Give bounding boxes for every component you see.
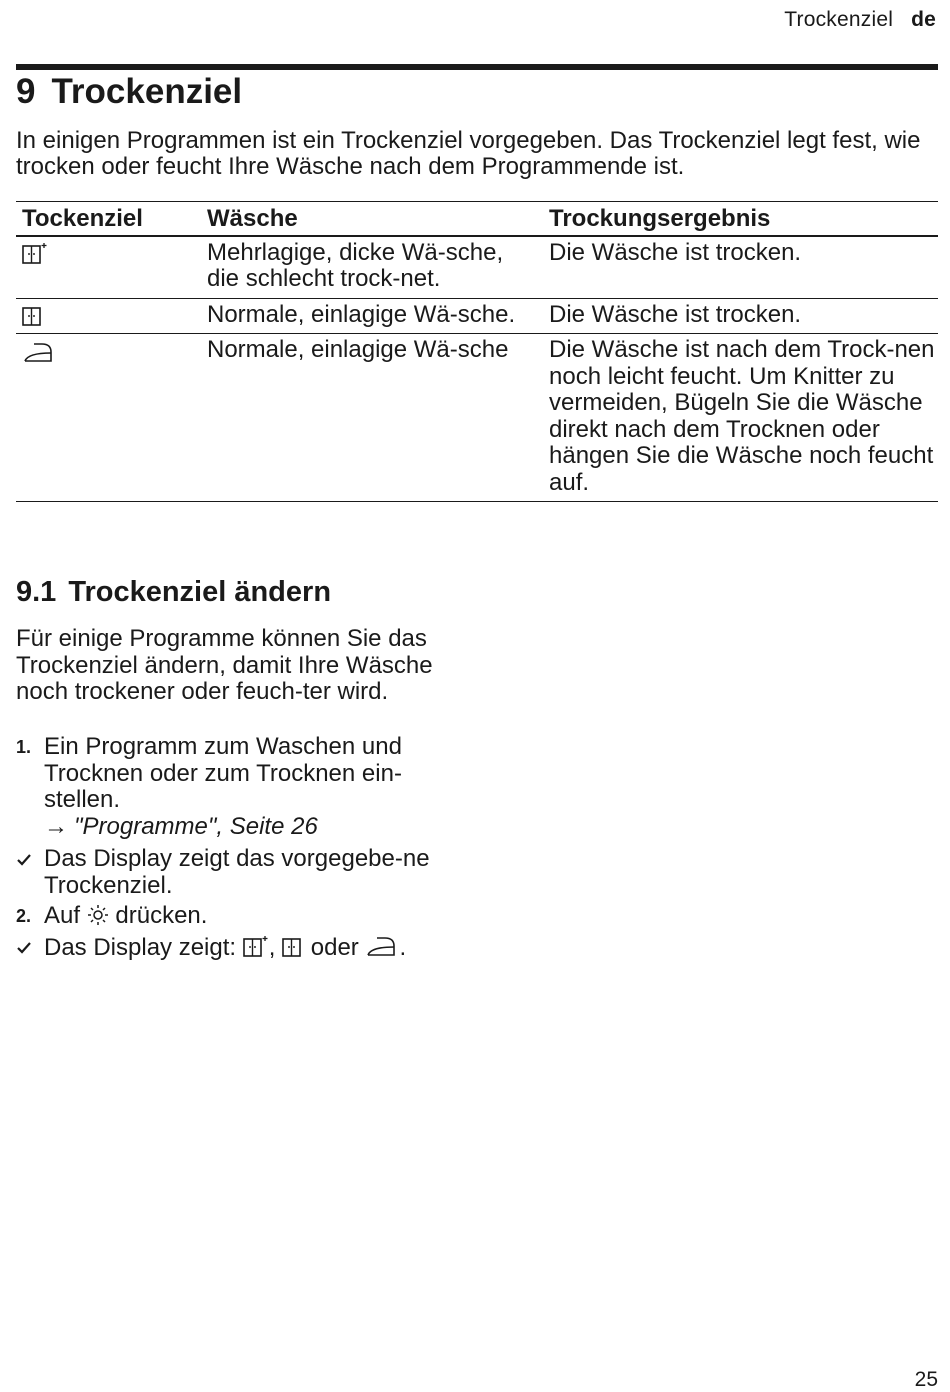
laundry-description: Normale, einlagige Wä-sche. bbox=[207, 298, 549, 334]
drying-result: Die Wäsche ist nach dem Trock-nen noch leicht feucht. Um Knitter zu vermeiden, Bügeln Sie die Wäsche direkt nach dem Trocknen oder hängen Sie die Wäsche noch feucht auf. bbox=[549, 334, 938, 502]
result-1 bbox=[16, 846, 456, 899]
result-2 bbox=[16, 934, 456, 962]
check-icon bbox=[16, 848, 32, 875]
section-title bbox=[16, 576, 331, 609]
laundry-description: Mehrlagige, dicke Wä-sche, die schlecht trock-net. bbox=[207, 236, 549, 299]
separator-or: oder bbox=[310, 933, 359, 961]
header-section-name: Trockenziel bbox=[784, 8, 894, 31]
section-body: Für einige Programme können Sie das Trockenziel ändern, damit Ihre Wäsche noch trockener oder feuch-ter wird. bbox=[16, 625, 433, 705]
instruction-steps bbox=[16, 734, 456, 965]
sentence-end: . bbox=[399, 933, 407, 961]
step-text-after: drücken. bbox=[115, 902, 208, 929]
section-title-text: Trockenziel ändern bbox=[68, 576, 332, 608]
arrow-right-icon: → bbox=[44, 812, 68, 840]
step-marker: 1. bbox=[16, 737, 32, 757]
chapter-title bbox=[16, 72, 242, 112]
laundry-description: Normale, einlagige Wä-sche bbox=[207, 334, 549, 502]
step-text: Ein Programm zum Waschen und Trocknen oder zum Trocknen ein-stellen. bbox=[44, 733, 402, 813]
iron-dry-icon bbox=[365, 934, 399, 958]
page-header bbox=[784, 8, 936, 32]
table-header-row bbox=[16, 202, 938, 236]
step-2 bbox=[16, 903, 456, 930]
header-result: Trockungsergebnis bbox=[549, 202, 938, 236]
target-icon-cell bbox=[16, 334, 207, 502]
cupboard-dry-plus-icon bbox=[243, 936, 269, 958]
header-laundry: Wäsche bbox=[207, 202, 549, 236]
table-row bbox=[16, 334, 938, 502]
header-target: Tockenziel bbox=[16, 202, 207, 236]
target-icon-cell bbox=[16, 236, 207, 299]
chapter-number: 9 bbox=[16, 72, 36, 111]
chapter-intro: In einigen Programmen ist ein Trockenziel vorgegeben. Das Trockenziel legt fest, wie trocken oder feucht Ihre Wäsche nach dem Programmende ist. bbox=[16, 127, 921, 180]
separator-comma: , bbox=[268, 933, 276, 961]
drying-target-table bbox=[16, 201, 938, 502]
result-text: Das Display zeigt das vorgegebe-ne Trockenziel. bbox=[44, 845, 430, 899]
cupboard-dry-plus-icon bbox=[22, 243, 48, 265]
sun-button-icon bbox=[87, 904, 109, 926]
header-language: de bbox=[911, 8, 936, 31]
step-marker: 2. bbox=[16, 906, 32, 926]
cupboard-dry-icon bbox=[22, 305, 48, 327]
iron-dry-icon bbox=[22, 340, 56, 364]
target-icon-cell bbox=[16, 298, 207, 334]
drying-result: Die Wäsche ist trocken. bbox=[549, 236, 938, 299]
step-1 bbox=[16, 734, 456, 840]
check-icon bbox=[16, 936, 32, 963]
page-number: 25 bbox=[914, 1368, 938, 1391]
step-text-before: Auf bbox=[44, 902, 81, 929]
table-row bbox=[16, 236, 938, 299]
section-number: 9.1 bbox=[16, 576, 57, 608]
cross-reference-link[interactable] bbox=[44, 814, 456, 841]
cross-reference-text: "Programme", Seite 26 bbox=[74, 812, 318, 840]
cupboard-dry-icon bbox=[282, 936, 304, 958]
chapter-title-text: Trockenziel bbox=[51, 72, 243, 111]
drying-result: Die Wäsche ist trocken. bbox=[549, 298, 938, 334]
result-text: Das Display zeigt: bbox=[44, 933, 237, 961]
header-rule bbox=[16, 64, 938, 70]
table-row bbox=[16, 298, 938, 334]
